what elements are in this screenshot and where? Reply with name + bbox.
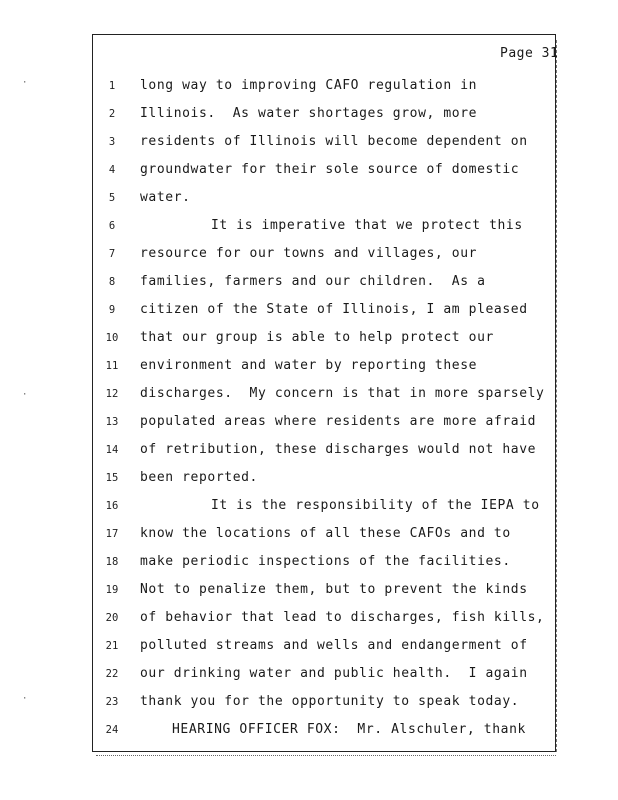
line-number: 5	[108, 192, 116, 204]
transcript-line: Not to penalize them, but to prevent the kinds	[140, 582, 528, 597]
transcript-line: HEARING OFFICER FOX: Mr. Alschuler, thank	[172, 722, 526, 737]
transcript-line: resource for our towns and villages, our	[140, 246, 478, 261]
scan-speck: ·	[22, 78, 28, 88]
transcript-line: environment and water by reporting these	[140, 358, 478, 373]
line-number: 14	[105, 444, 119, 456]
transcript-line: been reported.	[140, 470, 258, 485]
line-number: 12	[105, 388, 119, 400]
page-number: Page 31	[500, 46, 559, 61]
transcript-line: It is imperative that we protect this	[211, 218, 523, 233]
transcript-line: of behavior that lead to discharges, fish kills,	[140, 610, 545, 625]
transcript-line: groundwater for their sole source of domestic	[140, 162, 520, 177]
line-number: 10	[105, 332, 119, 344]
transcript-line: Illinois. As water shortages grow, more	[140, 106, 478, 121]
line-number: 15	[105, 472, 119, 484]
scan-speck: ·	[22, 390, 28, 400]
line-number: 1	[108, 80, 116, 92]
transcript-line: families, farmers and our children. As a	[140, 274, 486, 289]
transcript-line: of retribution, these discharges would not have	[140, 442, 537, 457]
transcript-line: that our group is able to help protect our	[140, 330, 494, 345]
line-number: 2	[108, 108, 116, 120]
line-number: 8	[108, 276, 116, 288]
frame-edge-bottom	[96, 755, 556, 759]
transcript-line: discharges. My concern is that in more sparsely	[140, 386, 545, 401]
transcript-line: polluted streams and wells and endangerment of	[140, 638, 528, 653]
transcript-line: long way to improving CAFO regulation in	[140, 78, 478, 93]
transcript-line: thank you for the opportunity to speak today.	[140, 694, 520, 709]
line-number: 3	[108, 136, 116, 148]
transcript-line: citizen of the State of Illinois, I am pleased	[140, 302, 528, 317]
line-number: 9	[108, 304, 116, 316]
line-number: 13	[105, 416, 119, 428]
line-number: 7	[108, 248, 116, 260]
transcript-line: our drinking water and public health. I again	[140, 666, 528, 681]
line-number: 21	[105, 640, 119, 652]
frame-edge-right	[556, 40, 562, 752]
line-number: 11	[105, 360, 119, 372]
scan-speck: ·	[22, 694, 28, 704]
line-number: 6	[108, 220, 116, 232]
line-number: 20	[105, 612, 119, 624]
line-number: 24	[105, 724, 119, 736]
transcript-line: water.	[140, 190, 191, 205]
line-number: 22	[105, 668, 119, 680]
transcript-line: residents of Illinois will become dependent on	[140, 134, 528, 149]
transcript-line: populated areas where residents are more afraid	[140, 414, 537, 429]
line-number: 18	[105, 556, 119, 568]
line-number: 19	[105, 584, 119, 596]
line-number: 4	[108, 164, 116, 176]
line-number: 16	[105, 500, 119, 512]
transcript-line: It is the responsibility of the IEPA to	[211, 498, 540, 513]
transcript-line: make periodic inspections of the facilities.	[140, 554, 511, 569]
transcript-line: know the locations of all these CAFOs and to	[140, 526, 511, 541]
line-number: 23	[105, 696, 119, 708]
line-number: 17	[105, 528, 119, 540]
